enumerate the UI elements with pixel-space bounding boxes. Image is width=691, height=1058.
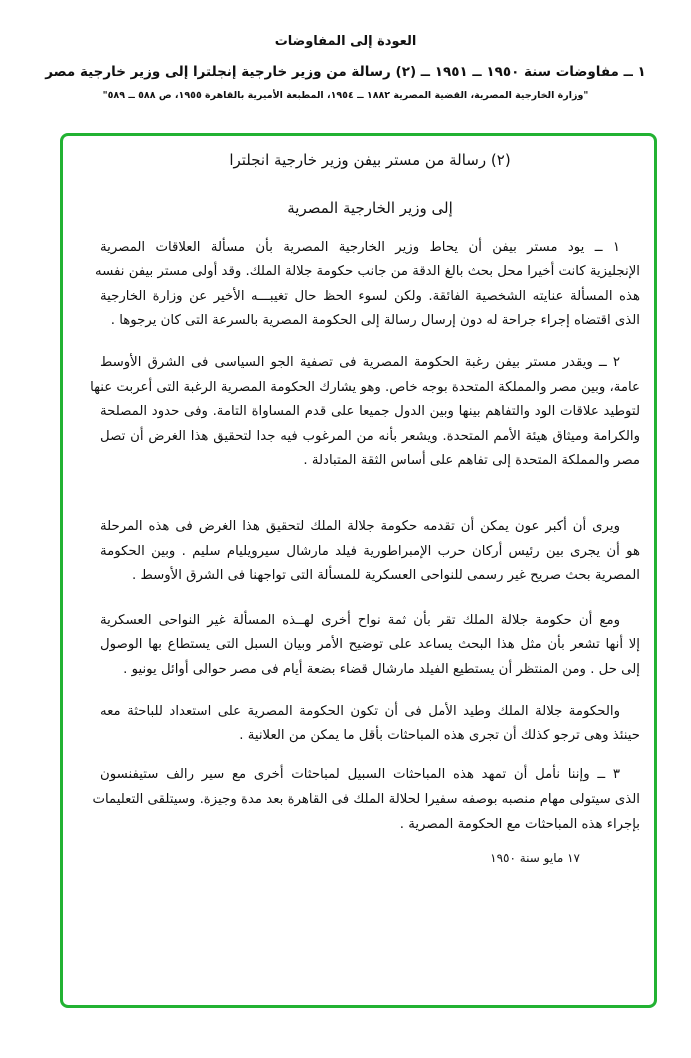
body-line: ويرى أن أكبر عون يمكن أن تقدمه حكومة جلالة الملك لتحقيق هذا الغرض فى هذه المرحلة xyxy=(100,519,620,534)
body-line: المصرية بحث صريح غير رسمى للنواحى العسكرية للمسألة التى تواجهنا فى الشرق الأوسط . xyxy=(132,568,640,583)
body-line: الذى سيتولى مهام منصبه بوصفه سفيرا لحلالة الملك فى القاهرة بعد مدة وجيزة. وسيتلقى التعليمات xyxy=(92,792,640,807)
letter-subtitle: إلى وزير الخارجية المصرية xyxy=(287,199,453,217)
body-line: ومع أن حكومة جلالة الملك تقر بأن ثمة نواح أخرى لهــذه المسألة غير النواحى العسكرية xyxy=(100,613,620,628)
letter-date: ١٧ مايو سنة ١٩٥٠ xyxy=(490,851,580,865)
body-line: والحكومة جلالة الملك وطيد الأمل فى أن تكون الحكومة المصرية على استعداد للباحثة معه xyxy=(100,704,620,719)
body-line: هو أن يجرى بين رئيس أركان حرب الإمبراطورية فيلد مارشال سيرويليام سليم . وبين الحكومة xyxy=(100,544,640,559)
document-title: ١ ــ مفاوضات سنة ١٩٥٠ ــ ١٩٥١ ــ (٢) رسالة من وزير خارجية إنجلترا إلى وزير خارجية مصر xyxy=(45,64,646,80)
body-line: حينئذ وهى ترجو كذلك أن تجرى هذه المباحثات بأقل ما يمكن من العلانية . xyxy=(239,728,640,743)
body-line: إلى حل . ومن المنتظر أن يستطيع الفيلد مارشال قضاء بضعة أيام فى مصر حوالى أوائل يونيو . xyxy=(123,662,640,677)
body-line: إلا أنها تشعر بأن مثل هذا البحث يساعد على توضيح الأمر وبيان السبل التى يستطاع بها الوصول xyxy=(100,637,640,652)
body-line: الذى اقتضاه إجراء جراحة له دون إرسال رسالة إلى الحكومة المصرية بالسرعة التى كان يرجوها . xyxy=(110,313,640,328)
body-line: هذه المسألة عنايته الشخصية الفائقة. ولكن لسوء الحظ حال تغيبـــه الأخير عن وزارة الخارجية xyxy=(100,289,640,304)
source-citation: "وزارة الخارجية المصرية، القضية المصرية ١٨٨٢ ــ ١٩٥٤، المطبعة الأميرية بالقاهرة ١٩٥٥، ص ٥٨٨ ــ ٥٨٩" xyxy=(102,90,589,101)
body-line: ١ ــ يود مستر بيفن أن يحاط وزير الخارجية المصرية بأن مسألة العلاقات المصرية xyxy=(100,240,620,255)
body-line: والكرامة وميثاق هيئة الأمم المتحدة. ويشعر بأنه من المرغوب فيه جدا لتحقيق هذا الغرض أن تصل xyxy=(100,429,640,444)
body-line: لتوطيد علاقات الود والتفاهم بينها وبين الدول جميعا على قدم المساواة التامة. وفى حدود المصلحة xyxy=(100,404,640,419)
body-line: ٣ ــ وإننا نأمل أن تمهد هذه المباحثات السبيل لمباحثات أخرى مع سير رالف ستيفنسون xyxy=(100,767,620,782)
section-title: العودة إلى المفاوضات xyxy=(274,34,417,49)
body-line: ٢ ــ ويقدر مستر بيفن رغبة الحكومة المصرية فى تصفية الجو السياسى فى الشرق الأوسط xyxy=(100,355,620,370)
body-line: الإنجليزية كانت أخيرا محل بحث بالغ الدقة من جانب حكومة جلالة الملك. وقد أولى مستر بيفن نفسه xyxy=(95,264,640,279)
letter-title: (٢) رسالة من مستر بيفن وزير خارجية انجلترا xyxy=(229,151,511,169)
body-line: بإجراء هذه المباحثات مع الحكومة المصرية . xyxy=(399,817,640,832)
body-line: عامة، وبين مصر والمملكة المتحدة بوجه خاص. وهو يشارك الحكومة المصرية الرغبة التى أعربت عنها xyxy=(90,380,640,395)
body-line: مصر والمملكة المتحدة إلى تفاهم على أساس الثقة المتبادلة . xyxy=(303,453,640,468)
